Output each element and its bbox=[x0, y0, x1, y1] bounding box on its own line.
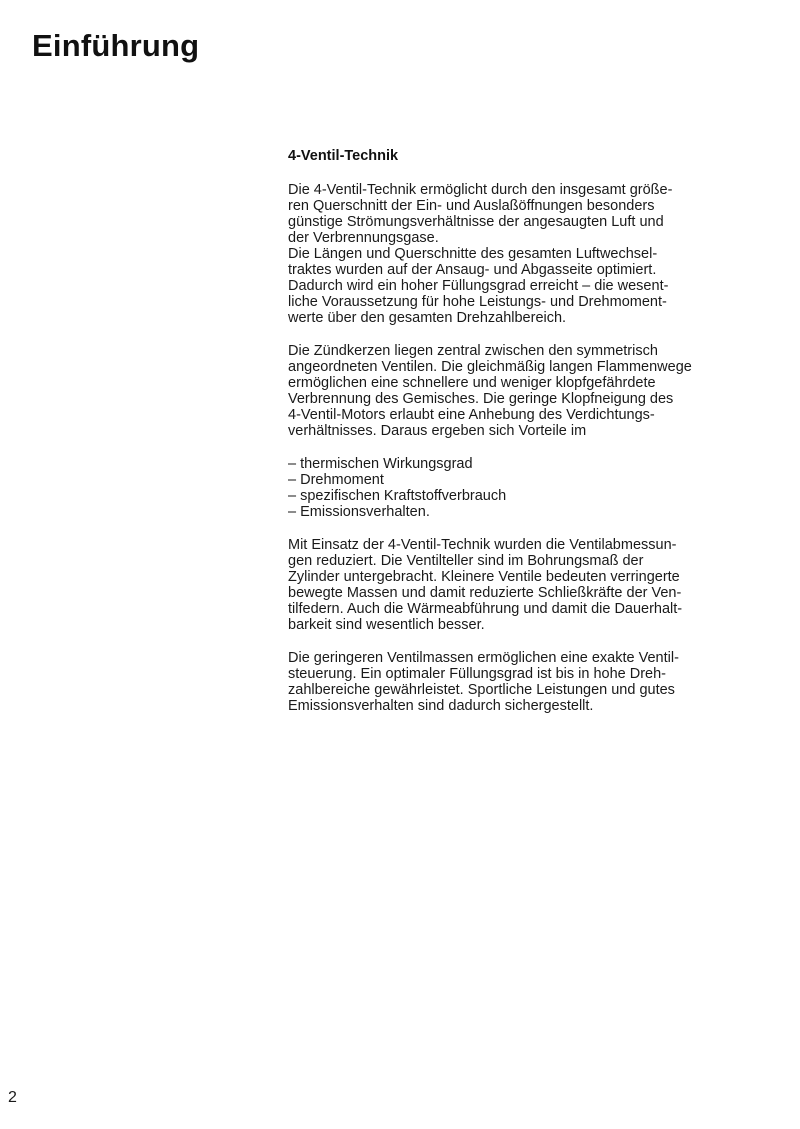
text-line: angeordneten Ventilen. Die gleichmäßig langen Flammenwege bbox=[288, 359, 692, 375]
text-line: günstige Strömungsverhältnisse der angesaugten Luft und bbox=[288, 214, 664, 230]
text-line: Die Zündkerzen liegen zentral zwischen den symmetrisch bbox=[288, 343, 658, 359]
page-number: 2 bbox=[8, 1089, 17, 1106]
text-line: Die 4-Ventil-Technik ermöglicht durch den insgesamt größe- bbox=[288, 182, 673, 198]
list-item: – Emissionsverhalten. bbox=[288, 504, 430, 520]
paragraph-valve-dimensions bbox=[288, 537, 788, 633]
text-line: Die geringeren Ventilmassen ermöglichen eine exakte Ventil- bbox=[288, 650, 679, 666]
section-heading: 4-Ventil-Technik bbox=[288, 148, 399, 164]
text-line: tilfedern. Auch die Wärmeabführung und damit die Dauerhalt- bbox=[288, 601, 683, 617]
text-line: Dadurch wird ein hoher Füllungsgrad erreicht – die wesent- bbox=[288, 278, 669, 294]
list-item: – thermischen Wirkungsgrad bbox=[288, 456, 473, 472]
list-item: – Drehmoment bbox=[288, 472, 384, 488]
text-line: gen reduziert. Die Ventilteller sind im Bohrungsmaß der bbox=[288, 553, 644, 569]
text-line: verhältnisses. Daraus ergeben sich Vorteile im bbox=[288, 423, 587, 439]
list-item: – spezifischen Kraftstoffverbrauch bbox=[288, 488, 507, 504]
text-line: traktes wurden auf der Ansaug- und Abgasseite optimiert. bbox=[288, 262, 657, 278]
content-column bbox=[288, 146, 788, 731]
text-line: Verbrennung des Gemisches. Die geringe Klopfneigung des bbox=[288, 391, 674, 407]
advantages-list bbox=[288, 456, 788, 520]
text-line: steuerung. Ein optimaler Füllungsgrad ist bis in hohe Dreh- bbox=[288, 666, 667, 682]
text-line: zahlbereiche gewährleistet. Sportliche Leistungen und gutes bbox=[288, 682, 675, 698]
text-line: liche Voraussetzung für hohe Leistungs- und Drehmoment- bbox=[288, 294, 667, 310]
paragraph-intro bbox=[288, 182, 788, 326]
paragraph-valve-control bbox=[288, 650, 788, 714]
paragraph-spark-plugs bbox=[288, 343, 788, 439]
text-line: Zylinder untergebracht. Kleinere Ventile bedeuten verringerte bbox=[288, 569, 680, 585]
text-line: der Verbrennungsgase. bbox=[288, 230, 439, 246]
text-line: werte über den gesamten Drehzahlbereich. bbox=[288, 310, 567, 326]
page-title: Einführung bbox=[32, 28, 200, 63]
text-line: ren Querschnitt der Ein- und Auslaßöffnungen besonders bbox=[288, 198, 655, 214]
text-line: barkeit sind wesentlich besser. bbox=[288, 617, 485, 633]
text-line: Die Längen und Querschnitte des gesamten Luftwechsel- bbox=[288, 246, 658, 262]
text-line: Mit Einsatz der 4-Ventil-Technik wurden die Ventilabmessun- bbox=[288, 537, 677, 553]
text-line: 4-Ventil-Motors erlaubt eine Anhebung des Verdichtungs- bbox=[288, 407, 655, 423]
text-line: bewegte Massen und damit reduzierte Schließkräfte der Ven- bbox=[288, 585, 682, 601]
text-line: ermöglichen eine schnellere und weniger klopfgefährdete bbox=[288, 375, 656, 391]
text-line: Emissionsverhalten sind dadurch sichergestellt. bbox=[288, 698, 594, 714]
